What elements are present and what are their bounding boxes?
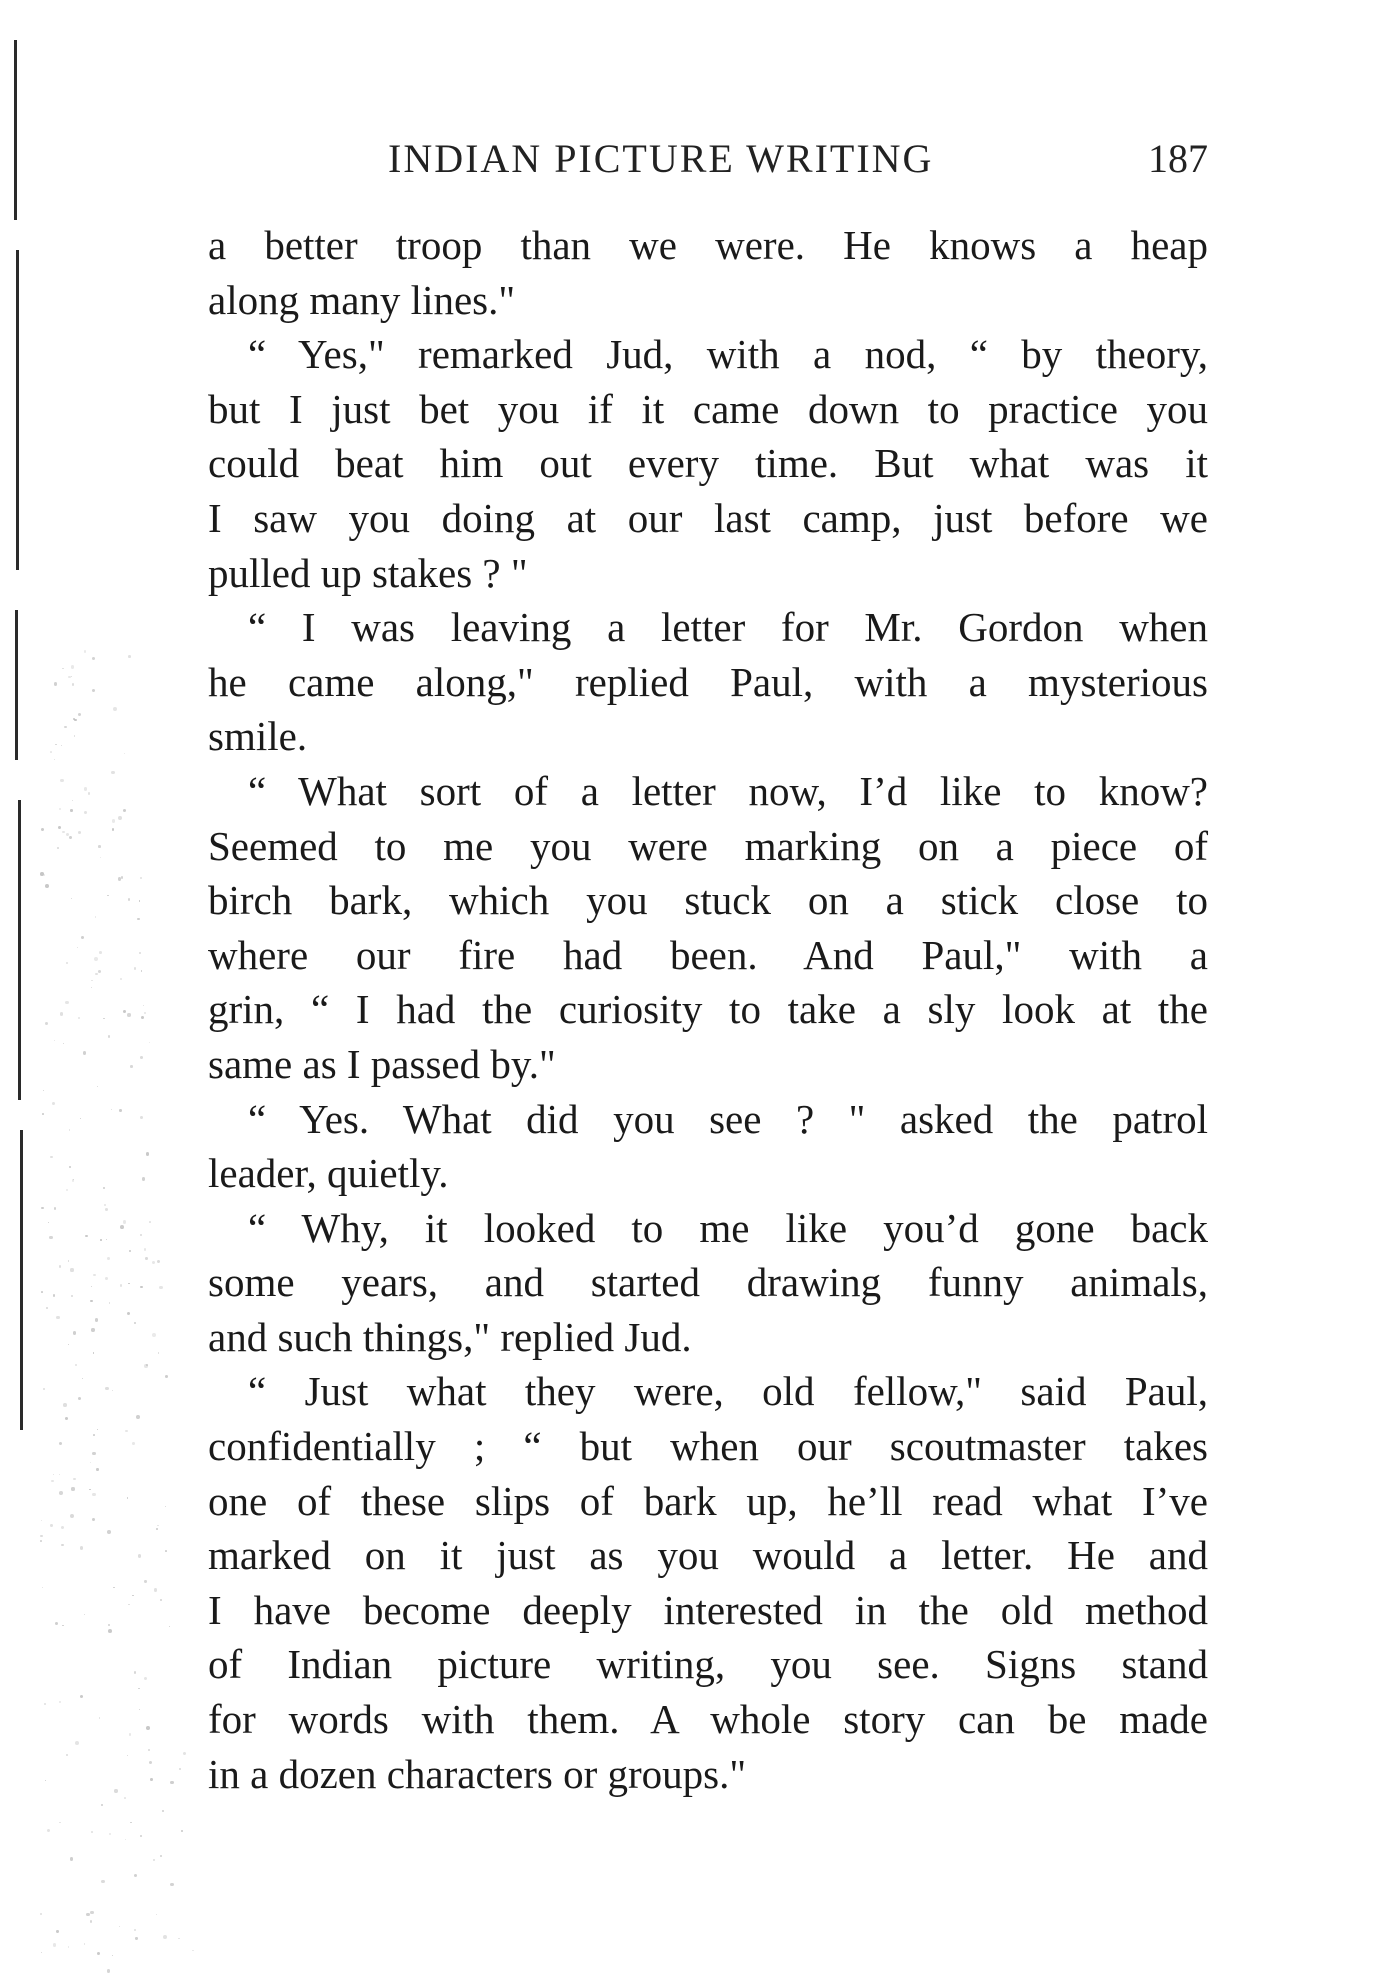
scan-speckle (68, 1946, 69, 1947)
scan-speckle (78, 713, 81, 716)
text-line: “ What sort of a letter now, I’d like to know? (248, 767, 1208, 814)
scan-speckle (47, 1829, 50, 1832)
scan-speckle (154, 1588, 158, 1592)
scan-speckle (66, 1754, 68, 1756)
scan-speckle (84, 1943, 85, 1944)
scan-speckle (50, 1156, 53, 1159)
scan-speckle (55, 1622, 58, 1625)
scan-speckle (54, 682, 57, 685)
scan-speckle (134, 1874, 137, 1877)
scan-speckle (127, 1013, 130, 1016)
scan-speckle (93, 1352, 94, 1353)
scan-speckle (123, 1010, 127, 1014)
page-number: 187 (1148, 136, 1208, 181)
scan-speckle (41, 1207, 44, 1210)
scan-speckle (84, 1614, 85, 1615)
scan-speckle (125, 1839, 126, 1840)
scan-speckle (107, 1530, 111, 1534)
scan-speckle (84, 650, 86, 652)
scan-speckle (95, 973, 98, 976)
scan-speckle (72, 683, 75, 686)
scan-speckle (138, 1688, 140, 1690)
scan-speckle (91, 987, 92, 988)
text-line: marked on it just as you would a letter. He and (208, 1532, 1208, 1579)
scan-speckle (70, 1514, 74, 1518)
scan-speckle (120, 1225, 124, 1229)
text-line: Seemed to me you were marking on a piece of (208, 822, 1208, 869)
scan-speckle (109, 1302, 110, 1303)
scan-speckle (61, 745, 62, 746)
scan-speckle (85, 1235, 88, 1238)
scan-speckle (52, 1102, 55, 1105)
scan-speckle (80, 1695, 83, 1698)
scan-speckle (66, 1189, 68, 1191)
scan-speckle (149, 1761, 152, 1764)
scan-speckle (106, 1239, 107, 1240)
text-line: some years, and started drawing funny animals, (208, 1259, 1208, 1306)
scan-speckle (71, 1487, 74, 1490)
scan-speckle (99, 951, 102, 954)
scan-speckle (99, 1717, 100, 1718)
text-line: “ I was leaving a letter for Mr. Gordon when (248, 604, 1208, 651)
scan-speckle (74, 719, 76, 721)
scan-speckle (124, 753, 125, 754)
scan-speckle (132, 1595, 133, 1596)
scan-speckle (143, 1005, 144, 1006)
scan-speckle (40, 1540, 42, 1542)
scan-speckle (140, 1116, 143, 1119)
scan-speckle (71, 676, 72, 677)
scan-speckle (119, 1926, 120, 1927)
text-line: I have become deeply interested in the old method (208, 1586, 1208, 1633)
scan-speckle (145, 1257, 148, 1260)
scan-speckle (107, 1969, 111, 1973)
scan-speckle (73, 1179, 74, 1180)
scan-speckle (91, 1831, 93, 1833)
text-line: but I just bet you if it came down to practice you (208, 385, 1208, 432)
scan-speckle (78, 831, 81, 834)
scan-speckle (130, 1065, 132, 1067)
text-line: could beat him out every time. But what was it (208, 440, 1208, 487)
scan-speckle (62, 831, 64, 833)
scan-speckle (70, 809, 72, 811)
text-line: same as I passed by." (208, 1040, 556, 1087)
scan-speckle (108, 1035, 111, 1038)
scan-speckle (130, 1822, 131, 1823)
scan-speckle (97, 1952, 100, 1955)
running-title: INDIAN PICTURE WRITING (388, 136, 934, 181)
binding-edge-line (16, 250, 19, 570)
scan-speckle (157, 1525, 159, 1527)
scan-speckle (40, 1535, 42, 1537)
scan-speckle (112, 1955, 113, 1956)
scan-speckle (59, 1474, 60, 1475)
scan-speckle (50, 751, 52, 753)
scan-speckle (68, 1344, 69, 1345)
scan-speckle (50, 1524, 52, 1526)
text-line: he came along," replied Paul, with a mysterious (208, 658, 1208, 705)
scan-speckle (160, 1855, 161, 1856)
scan-speckle (73, 718, 75, 720)
scan-speckle (137, 918, 140, 921)
scan-speckle (49, 1236, 53, 1240)
scan-speckle (48, 1222, 49, 1223)
scan-speckle (62, 1625, 63, 1626)
scan-speckle (128, 898, 131, 901)
scan-speckle (119, 1109, 122, 1112)
scan-speckle (82, 1378, 83, 1379)
scan-speckle (53, 1943, 56, 1946)
scan-speckle (63, 1043, 64, 1044)
scan-speckle (101, 1804, 103, 1806)
scan-speckle (141, 1016, 144, 1019)
scan-speckle (140, 1286, 143, 1289)
scan-speckle (97, 1429, 98, 1430)
scan-speckle (53, 1294, 55, 1296)
scan-speckle (146, 1364, 148, 1366)
text-line: and such things," replied Jud. (208, 1313, 692, 1360)
scan-speckle (73, 1478, 75, 1480)
scan-speckle (93, 1434, 95, 1436)
scan-speckle (192, 1950, 194, 1952)
text-line: of Indian picture writing, you see. Signs stand (208, 1641, 1208, 1688)
text-line: along many lines." (208, 276, 516, 323)
scan-speckle (59, 1701, 60, 1702)
scan-speckle (70, 1857, 74, 1861)
scan-speckle (43, 1388, 45, 1390)
scan-speckle (78, 1017, 80, 1019)
text-line: “ Yes," remarked Jud, with a nod, “ by theory, (248, 331, 1208, 378)
scan-speckle (71, 1295, 73, 1297)
scan-speckle (112, 828, 115, 831)
scan-speckle (71, 665, 74, 668)
scan-speckle (134, 1322, 137, 1325)
scan-speckle (129, 1250, 131, 1252)
scan-speckle (156, 1914, 157, 1915)
scan-speckle (88, 792, 90, 794)
scan-speckle (54, 1207, 57, 1210)
scan-speckle (149, 1042, 150, 1043)
scan-speckle (179, 1768, 181, 1770)
scan-speckle (111, 1109, 112, 1110)
scan-speckle (96, 1468, 98, 1470)
scan-speckle (70, 1268, 73, 1271)
scan-speckle (158, 1352, 159, 1353)
scan-speckle (91, 1286, 92, 1287)
scan-speckle (127, 1755, 128, 1756)
scan-speckle (60, 779, 63, 782)
scan-speckle (89, 1489, 91, 1491)
scan-speckle (140, 1056, 143, 1059)
binding-edge-line (20, 1130, 23, 1430)
scan-speckle (100, 857, 101, 858)
scan-speckle (69, 836, 72, 839)
scan-speckle (42, 1113, 44, 1115)
scan-speckle (150, 1778, 153, 1781)
text-line: leader, quietly. (208, 1150, 449, 1197)
scan-speckle (107, 895, 109, 897)
scan-speckle (94, 957, 98, 961)
text-line: a better troop than we were. He knows a heap (208, 222, 1208, 268)
scan-speckle (109, 1833, 111, 1835)
scan-speckle (118, 816, 122, 820)
scan-speckle (75, 1364, 77, 1366)
scan-speckle (128, 1604, 130, 1606)
scan-speckle (81, 936, 84, 939)
scan-speckle (183, 1752, 186, 1755)
scan-speckle (178, 1938, 180, 1940)
scan-speckle (63, 1403, 67, 1407)
scan-speckle (144, 1364, 148, 1368)
scan-speckle (129, 1733, 132, 1736)
scan-speckle (59, 1822, 60, 1823)
scan-speckle (112, 819, 116, 823)
text-line: grin, “ I had the curiosity to take a sly look at the (208, 986, 1208, 1033)
scan-speckle (156, 1528, 158, 1530)
scan-speckle (113, 707, 117, 711)
scan-speckle (60, 1012, 64, 1016)
scan-speckle (139, 1709, 140, 1710)
scan-speckle (80, 1546, 83, 1549)
scan-speckle (104, 1204, 106, 1206)
scan-speckle (97, 1086, 98, 1087)
scan-speckle (162, 1810, 164, 1812)
scan-speckle (61, 1544, 64, 1547)
page-header (388, 135, 1208, 195)
text-line: where our fire had been. And Paul," with a (208, 931, 1208, 978)
scan-speckle (160, 1599, 162, 1601)
scan-speckle (101, 1880, 104, 1883)
scan-speckle (68, 1260, 70, 1262)
scan-speckle (170, 1781, 173, 1784)
scan-speckle (105, 1387, 108, 1390)
scan-speckle (90, 1911, 93, 1914)
scan-speckle (144, 1677, 147, 1680)
scan-speckle (112, 1390, 113, 1391)
scan-speckle (107, 1257, 111, 1261)
scan-speckle (123, 809, 126, 812)
scan-speckle (90, 1462, 91, 1463)
scan-speckle (98, 970, 101, 973)
scan-speckle (141, 970, 143, 972)
scan-speckle (134, 967, 136, 969)
scan-speckle (93, 1274, 95, 1276)
scan-speckle (45, 1022, 48, 1025)
scan-speckle (59, 1442, 62, 1445)
scan-speckle (57, 847, 59, 849)
scan-speckle (61, 1526, 64, 1529)
text-line: birch bark, which you stuck on a stick close to (208, 877, 1208, 924)
scan-speckle (55, 744, 56, 745)
scan-speckle (92, 657, 95, 660)
scan-speckle (92, 1493, 96, 1497)
scan-speckle (43, 1090, 44, 1091)
binding-edge-line (18, 800, 21, 1100)
text-line: I saw you doing at our last camp, just before we (208, 494, 1208, 541)
scan-speckle (41, 828, 44, 831)
scan-speckle (45, 884, 49, 888)
scan-speckle (125, 1430, 127, 1432)
scan-speckle (120, 1284, 123, 1287)
scan-speckle (77, 947, 79, 949)
scan-speckle (65, 1001, 68, 1004)
binding-edge-line (15, 610, 18, 760)
scan-speckle (46, 1307, 48, 1309)
scan-speckle (45, 1780, 46, 1781)
scan-speckle (118, 877, 121, 880)
scan-speckle (134, 1929, 136, 1931)
text-line: smile. (208, 713, 308, 760)
scan-speckle (92, 1518, 95, 1521)
scan-speckle (56, 1316, 60, 1320)
scan-speckle (69, 1166, 71, 1168)
scan-speckle (51, 1480, 53, 1482)
scan-speckle (163, 1935, 167, 1939)
scan-speckle (111, 771, 114, 774)
scan-speckle (165, 1375, 168, 1378)
scan-speckle (108, 1624, 110, 1626)
scan-speckle (128, 1283, 130, 1285)
scan-speckle (165, 1506, 166, 1507)
scan-speckle (91, 980, 92, 981)
scan-speckle (134, 1671, 136, 1673)
scan-speckle (84, 787, 87, 790)
scan-speckle (139, 952, 141, 954)
scan-speckle (153, 1859, 154, 1860)
scan-speckle (53, 1474, 54, 1475)
scan-speckle (144, 1248, 146, 1250)
text-line: for words with them. A whole story can be made (208, 1696, 1208, 1743)
scan-speckle (124, 1797, 126, 1799)
scan-speckle (65, 1417, 68, 1420)
scan-speckle (128, 655, 131, 658)
scan-speckle (83, 1051, 87, 1055)
scan-speckle (181, 1830, 183, 1832)
text-line: in a dozen characters or groups." (208, 1750, 747, 1797)
scan-speckle (100, 1239, 101, 1240)
scan-speckle (138, 1554, 142, 1558)
scan-speckle (159, 1286, 163, 1290)
scan-speckle (170, 1883, 173, 1886)
text-line: pulled up stakes ? " (208, 549, 528, 596)
scan-speckle (68, 676, 71, 679)
scan-speckle (103, 1187, 105, 1189)
scan-speckle (41, 1952, 42, 1953)
scan-speckle (56, 1930, 58, 1932)
scan-speckle (144, 1012, 146, 1014)
scan-speckle (123, 1220, 126, 1223)
scan-speckle (144, 1580, 146, 1582)
scan-speckle (140, 1234, 142, 1236)
scan-speckle (105, 1277, 108, 1280)
scan-speckle (59, 1491, 63, 1495)
scan-speckle (64, 726, 66, 728)
scan-speckle (165, 1550, 167, 1552)
scan-speckle (62, 668, 63, 669)
scan-speckle (58, 826, 61, 829)
scan-speckle (41, 1520, 42, 1521)
binding-edge-line (14, 40, 17, 220)
scan-speckle (80, 1118, 81, 1119)
scan-speckle (91, 1328, 94, 1331)
scan-speckle (69, 1129, 71, 1131)
scan-speckle (44, 1703, 46, 1705)
scan-speckle (54, 759, 55, 760)
scan-speckle (139, 900, 141, 902)
scan-speckle (92, 689, 95, 692)
scan-speckle (59, 808, 61, 810)
scan-speckle (132, 1442, 135, 1445)
scan-speckle (135, 1937, 137, 1939)
text-line: one of these slips of bark up, he’ll read what I’ve (208, 1477, 1208, 1524)
scan-speckle (78, 1397, 81, 1400)
scan-speckle (140, 877, 142, 879)
scan-speckle (142, 1177, 145, 1180)
scan-speckle (84, 811, 88, 815)
scan-speckle (113, 1587, 114, 1588)
scan-speckle (86, 1913, 90, 1917)
scan-speckle (66, 833, 69, 836)
scan-speckle (90, 1920, 92, 1922)
scan-speckle (114, 1789, 117, 1792)
scan-speckle (95, 916, 97, 918)
scan-speckle (71, 898, 72, 899)
scan-speckle (140, 1835, 142, 1837)
scan-speckle (95, 1318, 99, 1322)
scan-speckle (44, 874, 45, 875)
scan-speckle (152, 1261, 155, 1264)
scan-speckle (127, 1312, 130, 1315)
text-line: “ Just what they were, old fellow," said Paul, (248, 1368, 1208, 1415)
scan-speckle (169, 1626, 170, 1627)
scan-speckle (152, 1333, 156, 1337)
scan-speckle (108, 1629, 112, 1633)
scan-speckle (54, 1040, 55, 1041)
scan-speckle (136, 1415, 140, 1419)
text-line: “ Why, it looked to me like you’d gone back (248, 1204, 1208, 1251)
scan-speckle (72, 800, 73, 801)
text-line: confidentially ; “ but when our scoutmaster takes (208, 1423, 1208, 1470)
scan-speckle (157, 1260, 161, 1264)
scan-speckle (59, 1265, 61, 1267)
scan-speckle (74, 735, 76, 737)
scan-speckle (41, 1291, 43, 1293)
scan-speckle (72, 1179, 75, 1182)
page-body (208, 218, 1208, 1801)
scan-speckle (103, 1018, 104, 1019)
scan-speckle (90, 1300, 92, 1302)
scan-speckle (149, 1221, 151, 1223)
scan-speckle (66, 962, 68, 964)
scan-speckle (40, 872, 44, 876)
scan-speckle (98, 845, 101, 848)
scan-speckle (73, 1331, 77, 1335)
scan-speckle (92, 1452, 95, 1455)
scan-speckle (105, 1208, 108, 1211)
binding-shadow (0, 0, 190, 1986)
scan-speckle (148, 1749, 151, 1752)
scan-speckle (127, 1497, 129, 1499)
scan-speckle (146, 1726, 150, 1730)
scan-speckle (121, 876, 124, 879)
scan-speckle (120, 978, 121, 979)
scan-speckle (40, 1913, 42, 1915)
scan-speckle (146, 1152, 149, 1155)
scan-speckle (75, 1741, 79, 1745)
scan-speckle (42, 1587, 43, 1588)
text-line: “ Yes. What did you see ? " asked the patrol (248, 1095, 1208, 1142)
